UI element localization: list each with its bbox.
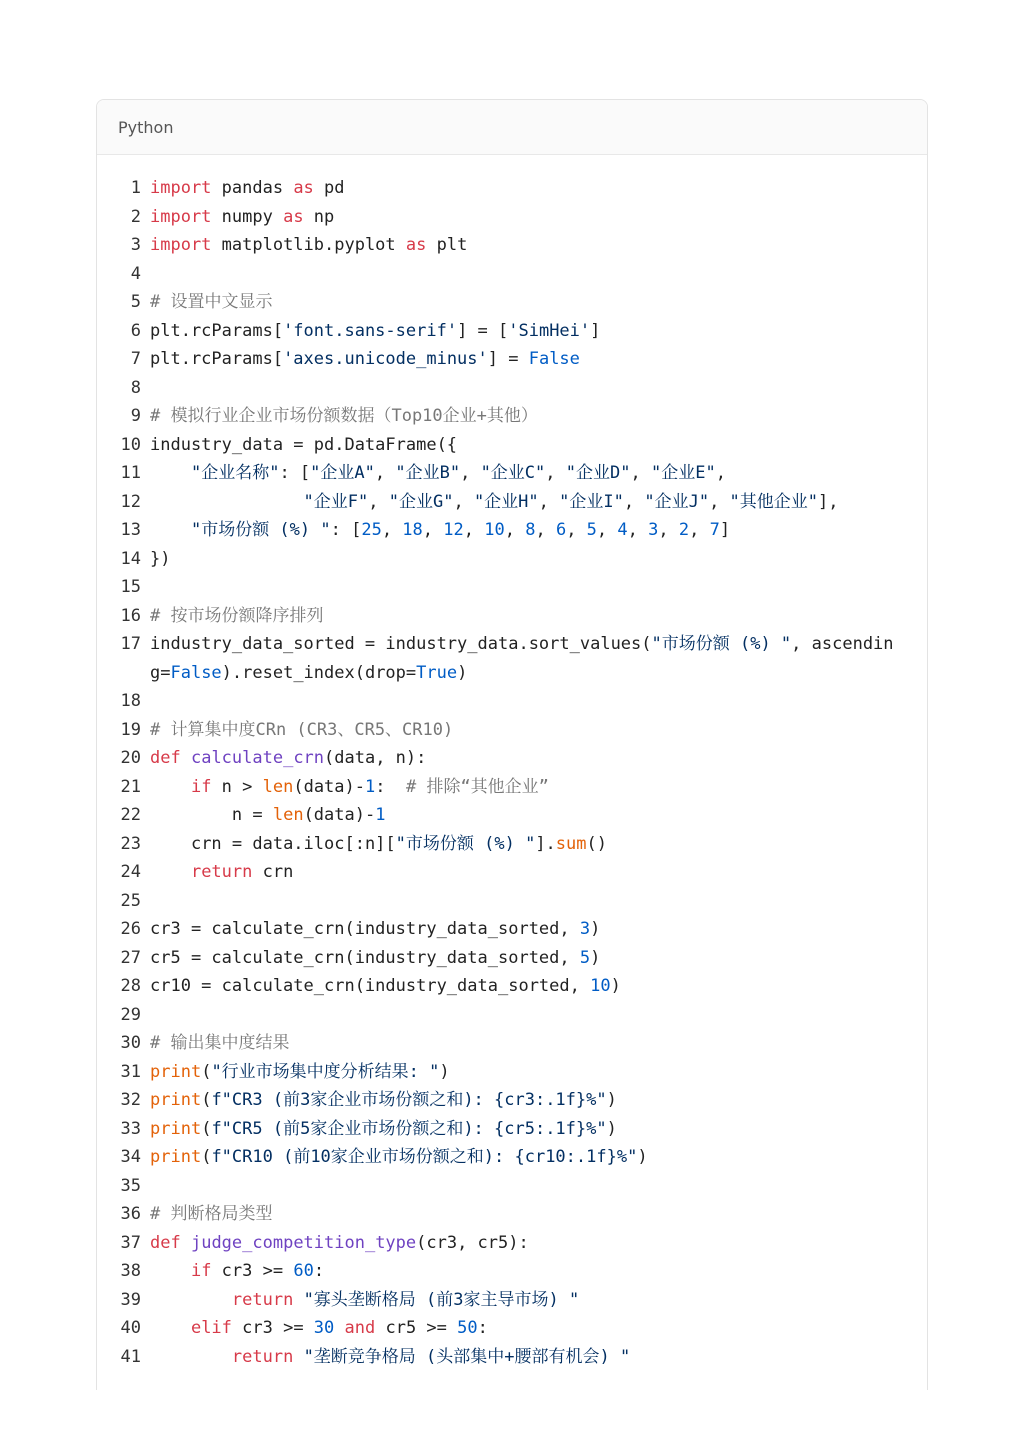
code-token xyxy=(150,777,191,797)
code-token: , xyxy=(545,463,566,483)
code-token: cr3 >= xyxy=(231,1318,314,1338)
code-token: crn xyxy=(252,862,294,882)
code-line xyxy=(97,1143,927,1172)
code-token: , xyxy=(689,520,710,540)
code-token: 'SimHei' xyxy=(508,320,591,341)
code-token: , xyxy=(368,491,389,512)
code-token: 10 xyxy=(590,976,611,996)
code-token: 4 xyxy=(617,520,628,540)
code-token: cr5 = calculate_crn(industry_data_sorted, xyxy=(150,947,580,968)
code-token: print xyxy=(150,1061,202,1082)
code-token: sum xyxy=(555,833,587,854)
line-source xyxy=(150,1343,927,1372)
code-token: and xyxy=(344,1318,376,1338)
code-token: 3 xyxy=(648,520,659,540)
code-token xyxy=(334,1318,344,1338)
code-token: "企业C" xyxy=(480,463,546,483)
code-token: calculate_crn xyxy=(190,748,325,768)
line-number: 35 xyxy=(120,1175,141,1196)
code-token: "垄断竞争格局 (头部集中+腰部有机会) " xyxy=(303,1346,631,1367)
line-source xyxy=(150,1143,927,1172)
code-token: , xyxy=(623,491,645,512)
code-block xyxy=(96,99,928,1390)
code-token: 3 xyxy=(579,919,591,939)
code-token: ] xyxy=(719,520,731,540)
code-token: pandas xyxy=(211,178,294,198)
line-number: 34 xyxy=(120,1147,141,1167)
code-token: np xyxy=(303,206,335,227)
code-token: return xyxy=(231,1289,294,1310)
code-token: # 输出集中度结果 xyxy=(150,1033,290,1053)
line-number: 14 xyxy=(120,548,141,569)
code-token: : xyxy=(375,776,406,797)
code-token xyxy=(181,748,191,768)
code-line xyxy=(97,1229,927,1258)
code-token xyxy=(150,1261,191,1281)
line-number: 32 xyxy=(120,1090,141,1110)
line-number: 7 xyxy=(130,349,141,369)
code-token: ]. xyxy=(535,833,556,854)
code-line xyxy=(97,1343,927,1372)
code-token: as xyxy=(283,206,304,227)
code-token: plt xyxy=(426,235,468,255)
code-line xyxy=(97,858,927,887)
code-token: cr3 = calculate_crn(industry_data_sorted, xyxy=(150,919,580,939)
code-line xyxy=(97,1029,927,1058)
code-token: 50 xyxy=(457,1318,478,1338)
code-line xyxy=(97,573,927,602)
code-token: (cr3, cr5): xyxy=(416,1232,529,1253)
code-token: industry_data = pd.DataFrame({ xyxy=(150,434,458,455)
code-token: 'axes.unicode_minus' xyxy=(283,349,488,369)
code-line xyxy=(97,459,927,488)
line-source xyxy=(150,602,927,631)
code-token: # 模拟行业企业市场份额数据（Top10企业+其他） xyxy=(150,406,538,426)
code-token: f"CR5 (前5家企业市场份额之和): {cr5:.1f}%" xyxy=(211,1118,607,1139)
code-line xyxy=(97,1172,927,1201)
line-source xyxy=(150,1058,927,1087)
line-number: 11 xyxy=(120,463,141,483)
line-number: 40 xyxy=(120,1318,141,1338)
line-source xyxy=(150,887,927,916)
code-token: print xyxy=(150,1147,202,1167)
code-token: ) xyxy=(457,662,468,683)
code-token: , xyxy=(504,520,526,540)
code-token: ], xyxy=(818,491,839,512)
line-source xyxy=(150,203,927,232)
code-token: 2 xyxy=(678,520,690,540)
code-token: "行业市场集中度分析结果: " xyxy=(211,1061,440,1082)
code-token: "市场份额 (%) " xyxy=(395,833,536,854)
line-source xyxy=(150,260,927,289)
line-number: 17 xyxy=(120,634,141,654)
code-token: ).reset_index(drop= xyxy=(221,662,417,683)
code-block-header xyxy=(97,100,927,155)
code-line xyxy=(97,374,927,403)
line-source xyxy=(150,915,927,944)
line-source xyxy=(150,345,927,374)
code-line xyxy=(97,545,927,574)
code-token: import xyxy=(150,235,212,255)
line-number: 33 xyxy=(120,1118,141,1139)
line-source xyxy=(150,801,927,830)
code-token: if xyxy=(190,1261,212,1281)
line-number: 22 xyxy=(120,805,141,825)
code-line xyxy=(97,687,927,716)
code-token xyxy=(150,1318,191,1338)
code-token: f"CR3 (前3家企业市场份额之和): {cr3:.1f}%" xyxy=(211,1090,607,1110)
code-token: n = xyxy=(150,805,273,825)
code-line xyxy=(97,488,927,517)
line-source xyxy=(150,1257,927,1286)
code-token: if xyxy=(190,776,212,797)
code-line xyxy=(97,174,927,203)
code-token xyxy=(150,1347,232,1367)
line-number: 5 xyxy=(130,292,141,312)
line-source xyxy=(150,1172,927,1201)
code-token: (data)- xyxy=(293,776,365,797)
line-source xyxy=(150,1286,927,1315)
code-token: ) xyxy=(590,919,601,939)
code-token: "企业E" xyxy=(650,463,716,483)
code-token: numpy xyxy=(211,206,284,227)
code-token: , xyxy=(381,520,403,540)
line-number: 13 xyxy=(120,520,141,540)
line-source xyxy=(150,488,927,517)
line-source xyxy=(150,716,927,745)
code-line xyxy=(97,1314,927,1343)
code-token: len xyxy=(262,776,294,797)
code-token: plt.rcParams[ xyxy=(150,320,284,341)
code-token: as xyxy=(405,235,427,255)
code-token: 8 xyxy=(525,520,536,540)
code-token: "企业A" xyxy=(310,463,375,483)
line-number: 4 xyxy=(130,263,141,284)
line-source xyxy=(150,516,927,545)
code-token: 60 xyxy=(293,1261,314,1281)
code-token: n > xyxy=(211,776,263,797)
code-token: ( xyxy=(201,1090,212,1110)
code-token: , xyxy=(538,491,560,512)
code-token xyxy=(150,520,191,540)
code-token: ) xyxy=(610,976,621,996)
line-source xyxy=(150,1115,927,1144)
code-token: import xyxy=(150,206,212,227)
code-line xyxy=(97,1058,927,1087)
code-token: ) xyxy=(637,1147,648,1167)
code-token: : [ xyxy=(330,520,362,540)
line-number: 1 xyxy=(130,178,141,198)
code-token: ] = xyxy=(487,349,529,369)
line-source xyxy=(150,431,927,460)
code-token xyxy=(150,1290,232,1310)
line-number: 21 xyxy=(120,776,141,797)
line-number: 23 xyxy=(120,833,141,854)
line-source xyxy=(150,1086,927,1115)
code-token: 10 xyxy=(484,520,505,540)
line-source xyxy=(150,545,927,574)
language-label: Python xyxy=(118,117,174,137)
code-token: , xyxy=(596,520,618,540)
code-line xyxy=(97,231,927,260)
line-number: 30 xyxy=(120,1033,141,1053)
code-token: , xyxy=(566,520,587,540)
code-token: , xyxy=(422,520,444,540)
line-number: 8 xyxy=(130,377,141,398)
code-token: "寡头垄断格局 (前3家主导市场) " xyxy=(303,1289,580,1310)
code-line xyxy=(97,203,927,232)
code-line xyxy=(97,773,927,802)
code-token: "企业I" xyxy=(559,491,624,512)
code-token xyxy=(150,862,191,882)
code-token: False xyxy=(170,662,222,683)
code-token: # 设置中文显示 xyxy=(150,292,273,312)
code-token: 5 xyxy=(579,947,591,968)
code-line xyxy=(97,1286,927,1315)
code-token: import xyxy=(150,178,212,198)
code-token: ) xyxy=(606,1118,617,1139)
line-source xyxy=(150,174,927,203)
code-line xyxy=(97,830,927,859)
code-token: 5 xyxy=(586,520,597,540)
code-line xyxy=(97,288,927,317)
code-token: "企业G" xyxy=(388,491,454,512)
code-token: plt.rcParams[ xyxy=(150,349,284,369)
code-token: True xyxy=(416,662,458,683)
code-token: return xyxy=(190,862,253,882)
code-token: # 按市场份额降序排列 xyxy=(150,605,324,626)
line-source xyxy=(150,687,927,716)
code-token: : [ xyxy=(279,463,311,483)
code-token xyxy=(150,492,304,512)
code-line xyxy=(97,516,927,545)
code-token: , xyxy=(453,491,474,512)
code-token: "企业D" xyxy=(565,463,631,483)
code-token: : xyxy=(313,1261,325,1281)
code-token: 7 xyxy=(709,520,720,540)
line-number: 19 xyxy=(120,719,141,740)
code-token: , xyxy=(460,463,481,483)
line-source xyxy=(150,1314,927,1343)
code-token: ( xyxy=(201,1147,212,1167)
code-line xyxy=(97,744,927,773)
line-source xyxy=(150,374,927,403)
code-token: ( xyxy=(201,1061,212,1082)
line-source xyxy=(150,858,927,887)
line-number: 12 xyxy=(120,491,141,512)
line-number: 2 xyxy=(130,206,141,227)
line-number: 6 xyxy=(130,320,141,341)
code-token: 18 xyxy=(402,520,423,540)
line-number: 9 xyxy=(130,406,141,426)
code-token: "企业名称" xyxy=(190,463,280,483)
code-token: # 计算集中度CRn (CR3、CR5、CR10) xyxy=(150,719,454,740)
line-number: 27 xyxy=(120,947,141,968)
line-number: 41 xyxy=(120,1346,141,1367)
code-token: cr3 >= xyxy=(211,1261,294,1281)
line-number: 31 xyxy=(120,1061,141,1082)
line-number: 18 xyxy=(120,691,141,711)
code-token: 12 xyxy=(443,520,464,540)
code-token: return xyxy=(231,1346,294,1367)
code-token xyxy=(293,1347,303,1367)
code-token: 1 xyxy=(365,776,376,797)
code-line xyxy=(97,801,927,830)
code-token: crn = data.iloc[:n][ xyxy=(150,833,396,854)
code-token: 25 xyxy=(361,520,382,540)
line-number: 16 xyxy=(120,605,141,626)
line-number: 25 xyxy=(120,890,141,911)
code-token: "企业H" xyxy=(473,491,539,512)
code-line xyxy=(97,716,927,745)
code-token: pd xyxy=(313,178,345,198)
code-token xyxy=(293,1290,303,1310)
code-token: , xyxy=(709,491,730,512)
code-line xyxy=(97,972,927,1001)
code-token: print xyxy=(150,1118,202,1139)
line-number: 29 xyxy=(120,1004,141,1025)
code-line xyxy=(97,915,927,944)
line-source xyxy=(150,459,927,488)
code-token: (data)- xyxy=(303,805,376,825)
line-source xyxy=(150,288,927,317)
code-token: , xyxy=(630,463,651,483)
code-line xyxy=(97,1257,927,1286)
code-token: ) xyxy=(606,1090,617,1110)
code-token: # 判断格局类型 xyxy=(150,1204,273,1224)
line-source xyxy=(150,1200,927,1229)
code-line xyxy=(97,630,927,687)
code-token: elif xyxy=(190,1318,232,1338)
line-number: 39 xyxy=(120,1289,141,1310)
code-line xyxy=(97,402,927,431)
code-token: f"CR10 (前10家企业市场份额之和): {cr10:.1f}%" xyxy=(211,1147,638,1167)
line-number: 24 xyxy=(120,862,141,882)
line-number: 15 xyxy=(120,577,141,597)
code-token: , xyxy=(463,520,485,540)
code-token: "其他企业" xyxy=(729,491,819,512)
line-source xyxy=(150,773,927,802)
code-line xyxy=(97,1086,927,1115)
code-token: , xyxy=(627,520,649,540)
code-line xyxy=(97,345,927,374)
line-source xyxy=(150,1229,927,1258)
line-source xyxy=(150,231,927,260)
code-token: "企业F" xyxy=(303,491,369,512)
line-number: 26 xyxy=(120,919,141,939)
code-token: , xyxy=(535,520,556,540)
code-token: "市场份额 (%) " xyxy=(190,520,331,540)
code-line xyxy=(97,1001,927,1030)
code-token: ) xyxy=(590,947,601,968)
code-token: len xyxy=(272,805,304,825)
code-token: () xyxy=(586,833,607,854)
line-number: 36 xyxy=(120,1204,141,1224)
code-token: , xyxy=(658,520,679,540)
line-source xyxy=(150,573,927,602)
code-token: # 排除“其他企业” xyxy=(405,776,549,797)
code-token xyxy=(150,463,191,483)
code-token: industry_data_sorted = industry_data.sort_values( xyxy=(150,634,652,654)
line-source xyxy=(150,830,927,859)
line-number: 20 xyxy=(120,748,141,768)
code-line xyxy=(97,1200,927,1229)
code-token: def xyxy=(150,1232,181,1253)
code-token: }) xyxy=(150,548,171,569)
code-token: 6 xyxy=(555,520,567,540)
code-token: matplotlib.pyplot xyxy=(211,235,406,255)
line-source xyxy=(150,1001,927,1030)
code-token: cr5 >= xyxy=(375,1318,458,1338)
line-source xyxy=(150,402,927,431)
code-token: ) xyxy=(439,1061,450,1082)
line-number: 37 xyxy=(120,1232,141,1253)
code-token xyxy=(181,1233,191,1253)
code-token: , xyxy=(715,463,726,483)
line-source xyxy=(150,944,927,973)
code-token: False xyxy=(528,349,580,369)
line-number: 3 xyxy=(130,235,141,255)
code-line xyxy=(97,602,927,631)
line-source xyxy=(150,744,927,773)
code-token: 30 xyxy=(313,1318,335,1338)
code-token: , xyxy=(374,463,396,483)
code-token: cr10 = calculate_crn(industry_data_sorted, xyxy=(150,976,591,996)
code-token: 1 xyxy=(375,805,386,825)
code-token: "企业J" xyxy=(644,491,710,512)
line-source xyxy=(150,630,927,687)
code-token: ] xyxy=(590,320,601,341)
code-token: ] = [ xyxy=(457,320,509,341)
line-number: 28 xyxy=(120,976,141,996)
code-line xyxy=(97,944,927,973)
code-token: 'font.sans-serif' xyxy=(283,320,458,341)
code-line xyxy=(97,887,927,916)
code-line xyxy=(97,1115,927,1144)
code-token: print xyxy=(150,1090,202,1110)
code-body[interactable] xyxy=(97,174,927,1371)
code-token: judge_competition_type xyxy=(190,1232,417,1253)
code-token: as xyxy=(293,178,314,198)
code-token: , ascending= xyxy=(150,634,894,683)
line-source xyxy=(150,317,927,346)
code-token: "市场份额 (%) " xyxy=(651,634,792,654)
code-token: : xyxy=(477,1318,488,1338)
code-line xyxy=(97,317,927,346)
code-line xyxy=(97,260,927,289)
code-token: "企业B" xyxy=(395,463,461,483)
line-number: 38 xyxy=(120,1261,141,1281)
code-token: def xyxy=(150,748,181,768)
code-line xyxy=(97,431,927,460)
line-source xyxy=(150,972,927,1001)
line-number: 10 xyxy=(120,434,141,455)
code-token: ( xyxy=(201,1118,212,1139)
line-source xyxy=(150,1029,927,1058)
code-token: (data, n): xyxy=(324,748,427,768)
